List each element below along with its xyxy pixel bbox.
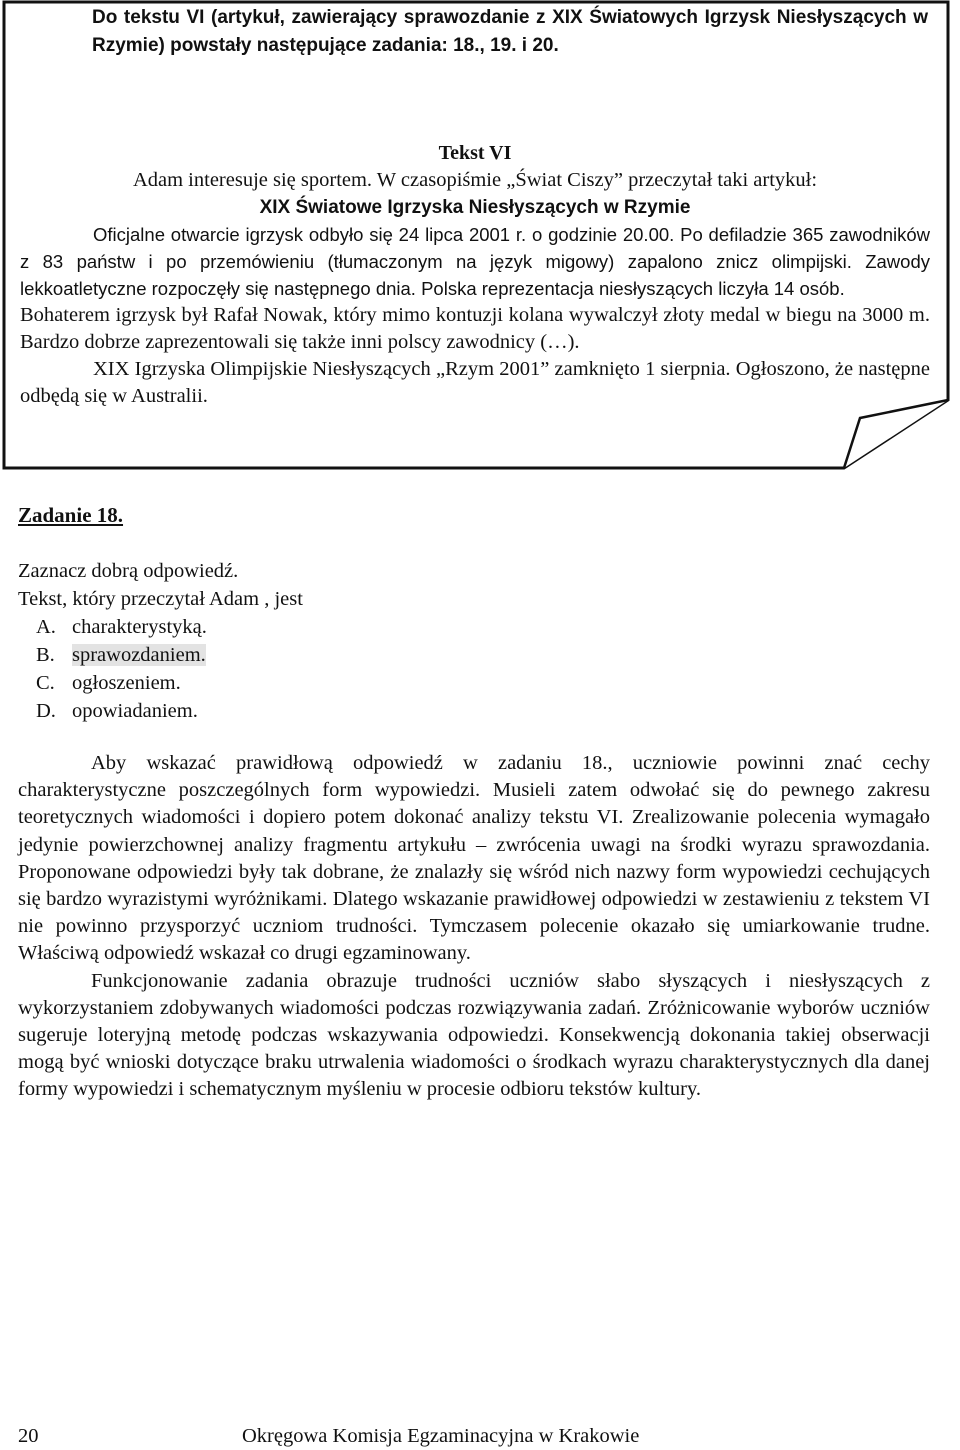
source-text-content bbox=[20, 140, 930, 410]
option-letter: C. bbox=[36, 672, 55, 694]
article-body-2: Bohaterem igrzysk był Rafał Nowak, który mimo kontuzji kolana wywalczył złoty medal w biegu na 3000 m. Bardzo dobrze zaprezentowali się także inni polscy zawodnicy (…). bbox=[20, 304, 930, 353]
footer-organization: Okręgowa Komisja Egzaminacyjna w Krakowie bbox=[242, 1425, 640, 1447]
option-letter: D. bbox=[36, 700, 56, 722]
option-letter: B. bbox=[36, 644, 55, 666]
option-text: opowiadaniem. bbox=[72, 700, 198, 722]
option-text: ogłoszeniem. bbox=[72, 672, 181, 694]
option-a[interactable] bbox=[36, 613, 918, 641]
commentary bbox=[18, 750, 930, 1104]
option-b[interactable] bbox=[36, 641, 918, 669]
commentary-paragraph: Aby wskazać prawidłową odpowiedź w zadaniu 18., uczniowie powinni znać cechy charakterystyczne poszczególnych form wypowiedzi. Musieli zatem odwołać się do pewnego zakresu teoretycznych wiadomości i dopiero potem dokonać analizy tekstu VI. Zrealizowanie polecenia wymagało jedynie powierzchownej analizy fragmentu artykułu – zwrócenia uwagi na środki wyrazu sprawozdania. Proponowane odpowiedzi były tak dobrane, że znalazły się wśród nich nazwy form wypowiedzi cechujących się bardzo wyrazistymi wyróżnikami. Dlatego wskazanie prawidłowej odpowiedzi w zestawieniu z tekstem VI nie powinno przysporzyć uczniom trudności. Tymczasem polecenie okazało się umiarkowanie trudne. Właściwą odpowiedź wskazał co drugi egzaminowany. bbox=[18, 752, 930, 965]
task-question: Tekst, który przeczytał Adam , jest bbox=[18, 588, 303, 610]
page-number: 20 bbox=[18, 1425, 39, 1447]
text-heading: Tekst VI bbox=[438, 142, 512, 164]
text-lead: Adam interesuje się sportem. W czasopiśmie „Świat Ciszy” przeczytał taki artykuł: bbox=[132, 169, 818, 191]
article-title: XIX Światowe Igrzyska Niesłyszących w Rzymie bbox=[259, 197, 691, 218]
option-text: charakterystyką. bbox=[72, 616, 207, 638]
commentary-paragraph: Funkcjonowanie zadania obrazuje trudności uczniów słabo słyszących i niesłyszących z wykorzystaniem zdobywanych wiadomości podczas rozwiązywania zadań. Zróżnicowanie wyborów uczniów sugeruje loteryjną metodę podczas wskazywania odpowiedzi. Konsekwencją dokonania takiej obserwacji mogą być wnioski dotyczące braku utrwalenia wiadomości o środkach wyrazu charakterystycznych dla danej formy wypowiedzi i schematycznym myśleniu w procesie odbioru tekstów kultury. bbox=[18, 969, 930, 1101]
option-d[interactable] bbox=[36, 697, 918, 725]
task-instruction: Zaznacz dobrą odpowiedź. bbox=[18, 560, 239, 582]
article-body: Oficjalne otwarcie igrzysk odbyło się 24 lipca 2001 r. o godzinie 20.00. Po defiladzie 365 zawodników z 83 państw i po przemówieniu (tłumaczonym na język migowy) zapalono znicz olimpijski. Zawody lekkoatletyczne rozpoczęły się następnego dnia. Polska reprezentacja niesłyszących liczyła 14 osób. bbox=[20, 224, 930, 299]
task-block bbox=[18, 557, 918, 725]
task-title: Zadanie 18. bbox=[18, 503, 124, 527]
option-text-highlighted: sprawozdaniem. bbox=[72, 644, 206, 666]
article-body-3: XIX Igrzyska Olimpijskie Niesłyszących „Rzym 2001” zamknięto 1 sierpnia. Ogłoszono, że następne odbędą się w Australii. bbox=[20, 358, 930, 407]
intro-text: Do tekstu VI (artykuł, zawierający sprawozdanie z XIX Światowych Igrzysk Niesłyszących w Rzymie) powstały następujące zadania: 18., 19. i 20. bbox=[92, 7, 928, 56]
option-letter: A. bbox=[36, 616, 56, 638]
option-c[interactable] bbox=[36, 669, 918, 697]
